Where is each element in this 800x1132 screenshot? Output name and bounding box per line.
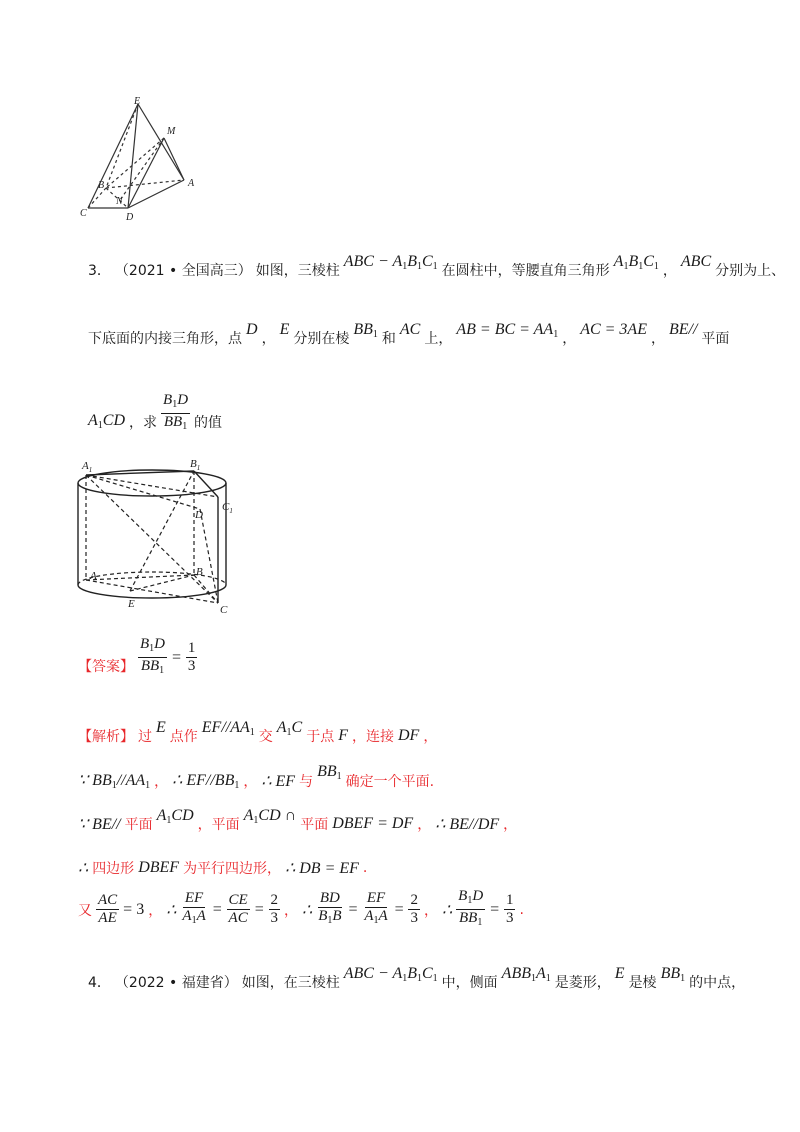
figure-solid-1 (76, 96, 206, 226)
fig2-label-a1: $A_1$ (82, 460, 93, 474)
q3-line2: 下底面的内接三角形，点 D ， E 分别在棱 $BB_1$ 和 AC 上， AB = BC = $AA_1$ ， AC = 3AE ， BE// 平面 (88, 320, 730, 347)
analysis-line-3: ∵ BE// 平面 $A_1CD$ ，平面 $A_1CD$ ∩ 平面 DBEF = DF ， ∴ BE//DF ， (78, 806, 518, 833)
answer-tag: 【答案】 (78, 658, 134, 675)
answer-value: $\frac{1}{3}$ (187, 640, 196, 674)
figure-cylinder (70, 455, 245, 615)
fig2-label-a: A (90, 570, 97, 582)
answer-line: 【答案】 $\frac{B_1D}{BB_1}$ = $\frac{1}{3}$ (78, 636, 197, 679)
analysis-line-2: ∵ $BB_1//AA_1$ ， ∴ $EF//BB_1$ ， ∴ EF 与 $BB_1$ 确定一个平面. (78, 763, 435, 791)
fig1-label-a: A (188, 178, 195, 189)
question-source: （2021 • 全国高三） (114, 263, 252, 279)
fig1-label-m: M (167, 126, 176, 137)
fig2-label-d: D (195, 509, 203, 521)
analysis-line-5: 又 $\frac{AC}{AE}$ = 3 ， ∴ $\frac{EF}{A_1A}$ = $\frac{CE}{AC}$ = $\frac{2}{3}$ ， ∴ $\frac{BD}{B_1B}$ = $\frac{EF}{A_1A}$ = $\frac{2}{3}$ ， ∴ $\frac{B_1D}{BB_1}$ = $\frac{1}{3}$ . (78, 888, 524, 928)
q3-ratio-fraction: $\frac{B_1D}{BB_1}$ (163, 392, 189, 432)
fig1-label-e: E (134, 96, 141, 107)
q3-line1: 3． （2021 • 全国高三） 如图，三棱柱 ABC − $A_1B_1C_1$ 在圆柱中，等腰直角三角形 $A_1B_1C_1$ ， ABC 分别为上、 (88, 252, 786, 279)
q4-line1: 4． （2022 • 福建省） 如图，在三棱柱 ABC − $A_1B_1C_1$ 中，侧面 $ABB_1A_1$ 是菱形， E 是棱 $BB_1$ 的中点， (88, 964, 746, 991)
fig2-label-b: B (196, 566, 203, 578)
fig2-label-e: E (128, 598, 135, 610)
question-number: 4． (88, 975, 111, 991)
analysis-tag: 【解析】 (78, 729, 134, 745)
fig2-label-b1: $B_1$ (190, 458, 201, 472)
q3-line3: $A_1CD$ ，求 $\frac{B_1D}{BB_1}$ 的值 (88, 392, 222, 435)
answer-fraction: $\frac{B_1D}{BB_1}$ (140, 636, 166, 676)
fig2-label-c: C (220, 604, 228, 615)
question-source: （2022 • 福建省） (114, 975, 238, 991)
fig1-label-d: D (126, 212, 134, 223)
fig1-label-b: B (98, 180, 105, 191)
fig1-label-c: C (80, 208, 87, 219)
fig2-label-c1: $C_1$ (222, 501, 233, 515)
analysis-line-1: 【解析】 过 E 点作 $EF//AA_1$ 交 $A_1C$ 于点 F ，连接 DF ， (78, 718, 438, 745)
question-number: 3． (88, 263, 111, 279)
analysis-line-4: ∴ 四边形 DBEF 为平行四边形， ∴ DB = EF . (78, 859, 368, 877)
fig1-label-n: N (116, 196, 123, 207)
